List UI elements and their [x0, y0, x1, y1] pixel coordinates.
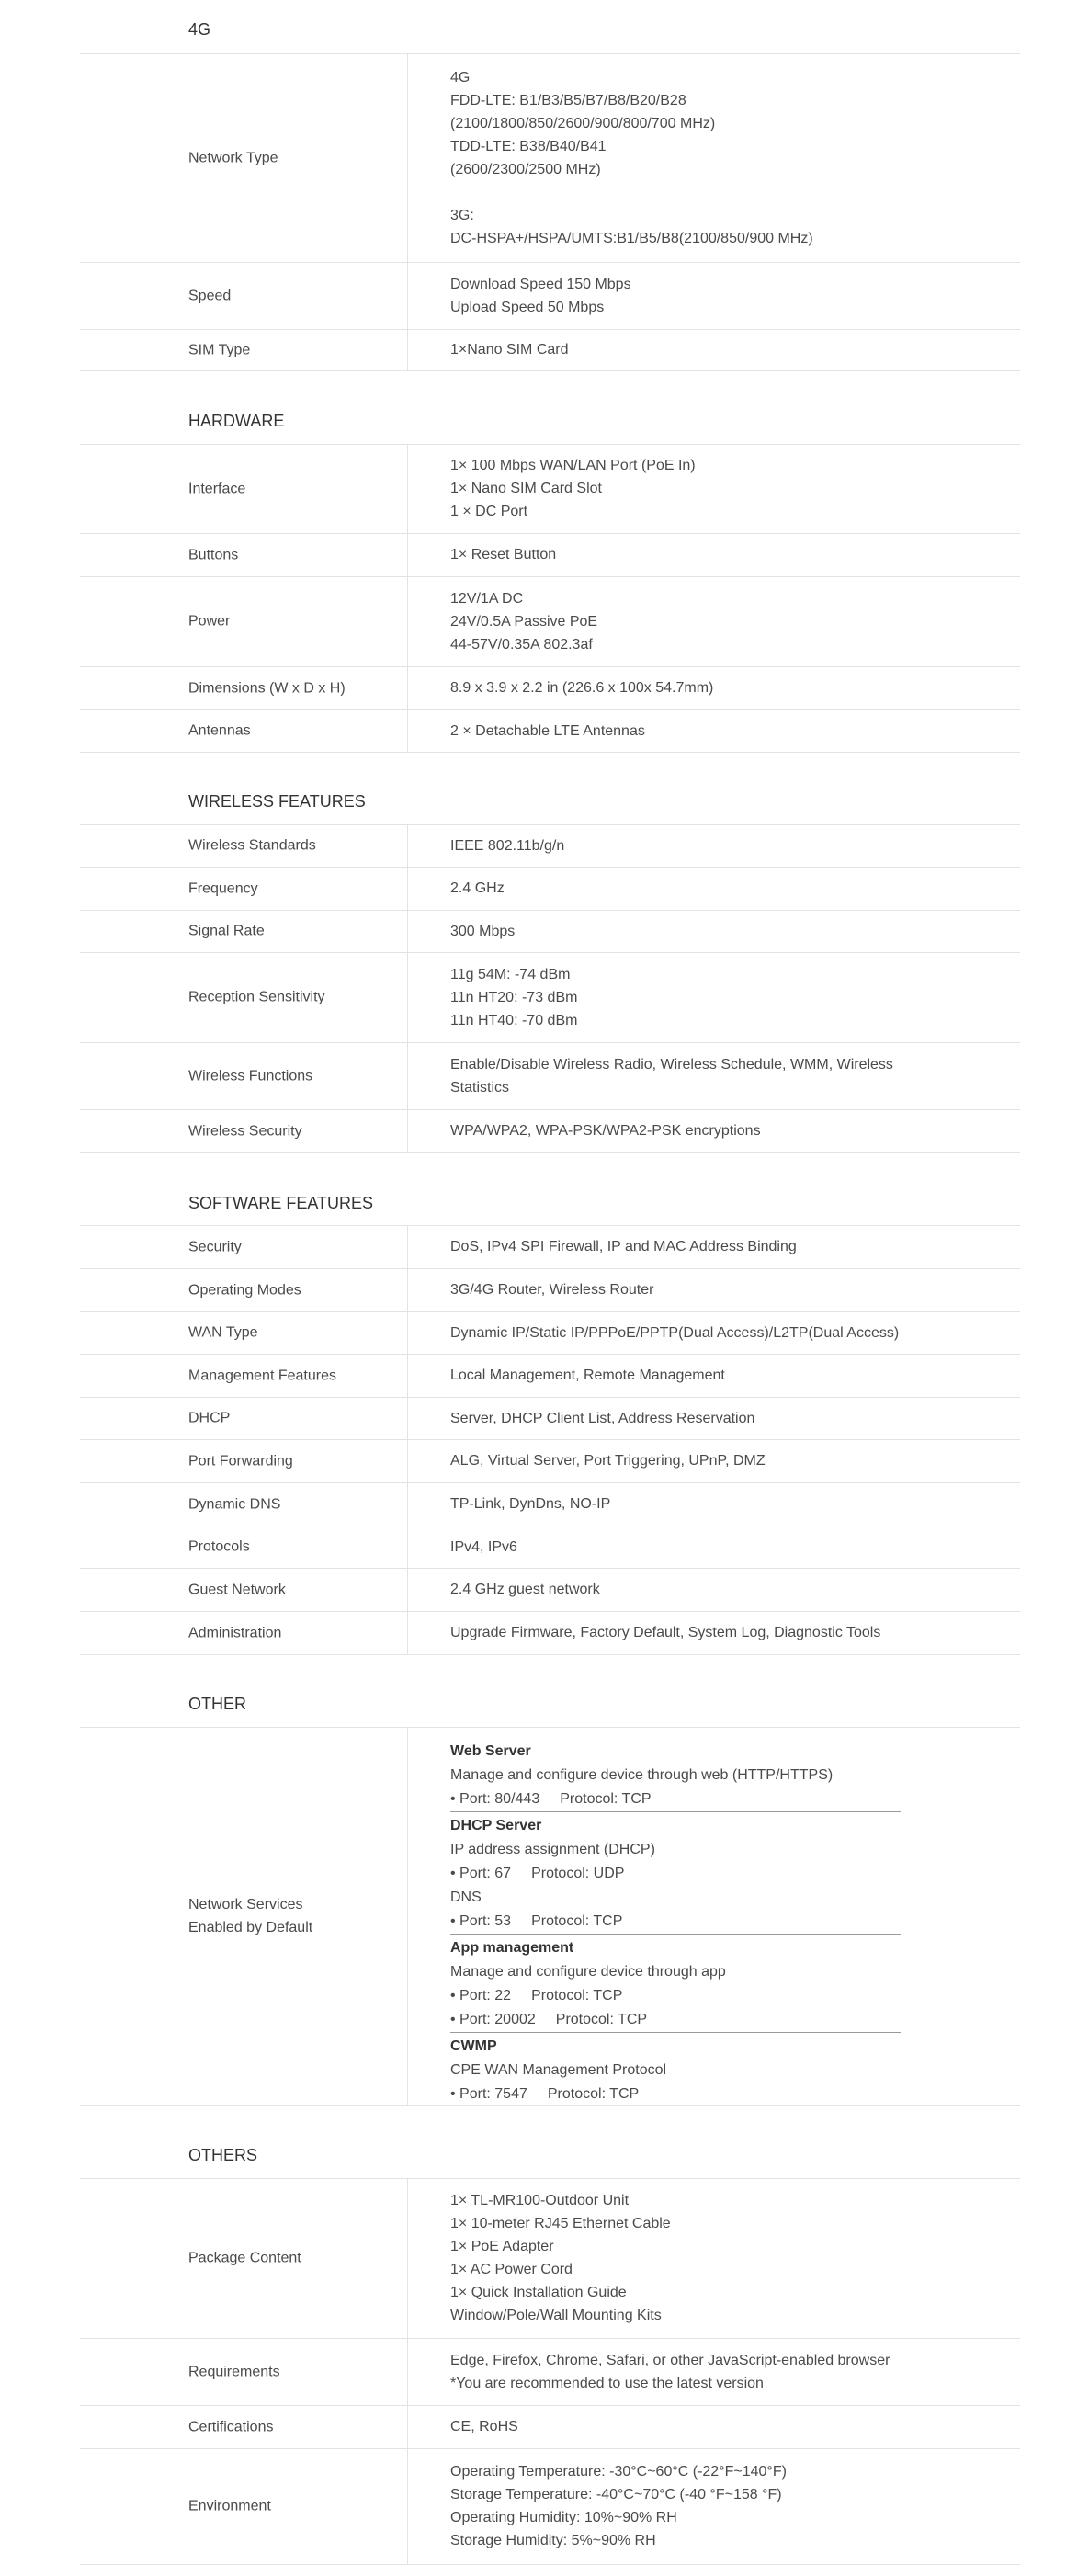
column-divider: [407, 262, 408, 329]
spec-value: [450, 1578, 965, 1601]
spec-label: [188, 1064, 400, 1087]
service-title: DHCP Server: [450, 1818, 542, 1833]
spec-label-line: WAN Type: [188, 1324, 258, 1341]
row-divider: [80, 1152, 1020, 1153]
spec-value: [450, 1407, 965, 1430]
service-line: [450, 2059, 901, 2082]
service-text: Protocol: UDP: [531, 1866, 625, 1881]
spec-value: [450, 66, 965, 250]
service-title: Web Server: [450, 1743, 531, 1759]
spec-value: [450, 1119, 965, 1142]
row-divider: [80, 709, 1020, 710]
spec-label-line: Package Content: [188, 2250, 301, 2266]
column-divider: [407, 2405, 408, 2448]
service-text: • Port: 20002: [450, 2012, 536, 2027]
column-divider: [407, 1526, 408, 1568]
spec-value: [450, 1621, 965, 1644]
spec-label: [188, 2360, 400, 2383]
spec-label: [188, 2495, 400, 2518]
spec-value-line: Storage Temperature: -40°C~70°C (-40 °F~158 °F): [450, 2487, 782, 2502]
spec-value-line: 1× 10-meter RJ45 Ethernet Cable: [450, 2216, 671, 2231]
spec-value: [450, 2460, 965, 2552]
row-divider: [80, 666, 1020, 667]
spec-label: [188, 610, 400, 633]
spec-label-line: Environment: [188, 2498, 271, 2514]
column-divider: [407, 1482, 408, 1526]
column-divider: [407, 1109, 408, 1152]
row-divider: [80, 444, 1020, 445]
spec-value-line: TDD-LTE: B38/B40/B41: [450, 138, 607, 154]
spec-value: [450, 920, 965, 943]
column-divider: [407, 867, 408, 910]
spec-value: [450, 1492, 965, 1515]
spec-value-line: 24V/0.5A Passive PoE: [450, 613, 598, 630]
spec-value-line: 300 Mbps: [450, 923, 516, 939]
spec-value-line: 11n HT20: -73 dBm: [450, 989, 578, 1005]
spec-label-line: Enabled by Default: [188, 1920, 313, 1935]
service-line: [450, 1862, 901, 1886]
spec-value: [450, 454, 965, 523]
service-text: Protocol: TCP: [531, 1913, 623, 1929]
spec-value-line: [450, 181, 965, 204]
spec-label-line: Protocols: [188, 1538, 250, 1555]
spec-label: [188, 1621, 400, 1644]
row-divider: [80, 262, 1020, 263]
spec-value: [450, 1536, 965, 1559]
row-divider: [80, 1354, 1020, 1355]
spec-value-line: 1×Nano SIM Card: [450, 342, 569, 357]
row-divider: [80, 1042, 1020, 1043]
column-divider: [407, 1397, 408, 1439]
spec-value-line: Operating Temperature: -30°C~60°C (-22°F~140°F): [450, 2464, 787, 2480]
spec-value-line: DoS, IPv4 SPI Firewall, IP and MAC Address Binding: [450, 1239, 797, 1254]
spec-label-line: Dimensions (W x D x H): [188, 680, 346, 696]
spec-value-line: WPA/WPA2, WPA-PSK/WPA2-PSK encryptions: [450, 1123, 761, 1139]
row-divider: [80, 2105, 1020, 2106]
spec-label: [188, 477, 400, 500]
section-title: WIRELESS FEATURES: [188, 792, 366, 811]
spec-label-line: Power: [188, 613, 231, 630]
spec-value-line: IEEE 802.11b/g/n: [450, 837, 565, 854]
service-text: Protocol: TCP: [560, 1791, 652, 1807]
spec-value-line: Enable/Disable Wireless Radio, Wireless Schedule, WMM, Wireless: [450, 1056, 893, 1072]
spec-value-line: (2600/2300/2500 MHz): [450, 161, 601, 177]
spec-value-line: 1× Quick Installation Guide: [450, 2285, 627, 2300]
spec-value-line: FDD-LTE: B1/B3/B5/B7/B8/B20/B28: [450, 92, 686, 108]
spec-value: [450, 2415, 965, 2438]
spec-value: [450, 2189, 965, 2327]
row-divider: [80, 1439, 1020, 1440]
spec-value-line: 1× 100 Mbps WAN/LAN Port (PoE In): [450, 458, 696, 473]
spec-value: [450, 1235, 965, 1258]
spec-value-line: 44-57V/0.35A 802.3af: [450, 636, 593, 653]
section-title: OTHER: [188, 1695, 246, 1713]
spec-label: [188, 284, 400, 307]
service-text: • Port: 7547: [450, 2086, 527, 2102]
column-divider: [407, 910, 408, 952]
service-block: [450, 2035, 901, 2106]
spec-value: [450, 273, 965, 319]
spec-value-line: 11g 54M: -74 dBm: [450, 966, 571, 982]
spec-value-line: DC-HSPA+/HSPA/UMTS:B1/B5/B8(2100/850/900 MHz): [450, 230, 813, 246]
row-divider: [80, 2448, 1020, 2449]
service-text: • Port: 53: [450, 1913, 512, 1929]
service-line: [450, 1787, 901, 1811]
spec-label: [188, 543, 400, 566]
spec-label-line: Wireless Security: [188, 1123, 302, 1139]
spec-value-line: 2.4 GHz guest network: [450, 1582, 600, 1597]
row-divider: [80, 2338, 1020, 2339]
spec-value: [450, 2349, 965, 2395]
service-line: [450, 2008, 901, 2032]
spec-value-line: CE, RoHS: [450, 2419, 518, 2434]
spec-value: [450, 1322, 965, 1345]
spec-label: [188, 2415, 400, 2438]
column-divider: [407, 666, 408, 709]
row-divider: [80, 2564, 1020, 2565]
column-divider: [407, 1311, 408, 1354]
column-divider: [407, 533, 408, 576]
spec-label: [188, 1536, 400, 1559]
spec-label-line: Reception Sensitivity: [188, 989, 325, 1005]
spec-value-line: Storage Humidity: 5%~90% RH: [450, 2533, 656, 2548]
spec-value: [450, 1449, 965, 1472]
service-text: Manage and configure device through app: [450, 1964, 726, 1980]
spec-label-line: SIM Type: [188, 342, 251, 357]
spec-value-line: 1× PoE Adapter: [450, 2239, 554, 2254]
spec-label-line: Interface: [188, 481, 246, 496]
spec-value-line: Local Management, Remote Management: [450, 1367, 725, 1383]
network-services-list: [450, 1740, 901, 2108]
service-text: Protocol: TCP: [531, 1988, 623, 2003]
column-divider: [407, 1439, 408, 1482]
spec-label-line: Guest Network: [188, 1582, 286, 1597]
spec-label-line: Administration: [188, 1625, 282, 1640]
service-title: App management: [450, 1940, 574, 1956]
spec-value-line: 1× Nano SIM Card Slot: [450, 481, 602, 496]
column-divider: [407, 1268, 408, 1311]
service-line: [450, 1764, 901, 1787]
spec-label-line: Frequency: [188, 880, 258, 896]
service-text: Protocol: TCP: [555, 2012, 648, 2027]
row-divider: [80, 2405, 1020, 2406]
column-divider: [407, 329, 408, 370]
spec-label: [188, 877, 400, 900]
row-divider: [80, 1568, 1020, 1569]
row-divider: [80, 752, 1020, 753]
column-divider: [407, 1225, 408, 1268]
spec-value: [450, 1053, 965, 1099]
spec-label: [188, 1119, 400, 1142]
spec-label: [188, 1364, 400, 1387]
spec-value: [450, 834, 965, 857]
service-line: [450, 1910, 901, 1934]
spec-value-line: Server, DHCP Client List, Address Reservation: [450, 1410, 755, 1426]
spec-value: [450, 963, 965, 1032]
spec-label-line: Antennas: [188, 722, 251, 739]
spec-label: [188, 834, 400, 857]
row-divider: [80, 1727, 1020, 1728]
column-divider: [407, 709, 408, 752]
service-title: CWMP: [450, 2038, 497, 2054]
service-line: [450, 1960, 901, 1984]
spec-value-line: 2.4 GHz: [450, 880, 505, 896]
spec-value-line: ALG, Virtual Server, Port Triggering, UPnP, DMZ: [450, 1453, 766, 1469]
spec-value: [450, 676, 965, 699]
spec-value: [450, 338, 965, 361]
row-divider: [80, 1482, 1020, 1483]
spec-label: [188, 1449, 400, 1472]
spec-value-line: IPv4, IPv6: [450, 1538, 517, 1555]
spec-label: [188, 2247, 400, 2270]
spec-value-line: *You are recommended to use the latest version: [450, 2375, 764, 2391]
column-divider: [407, 1611, 408, 1654]
row-divider: [80, 1225, 1020, 1226]
spec-value-line: 11n HT40: -70 dBm: [450, 1012, 578, 1028]
section-title: 4G: [188, 20, 211, 39]
spec-value: [450, 1278, 965, 1301]
row-divider: [80, 370, 1020, 371]
spec-label: [188, 1278, 400, 1301]
row-divider: [80, 1397, 1020, 1398]
spec-value-line: TP-Link, DynDns, NO-IP: [450, 1496, 611, 1512]
row-divider: [80, 1311, 1020, 1312]
column-divider: [407, 2338, 408, 2405]
service-line: [450, 1984, 901, 2008]
spec-value-line: 1× TL-MR100-Outdoor Unit: [450, 2193, 630, 2208]
row-divider: [80, 329, 1020, 330]
spec-value-line: 3G:: [450, 207, 474, 223]
spec-value: [450, 587, 965, 656]
service-text: • Port: 80/443: [450, 1791, 540, 1807]
row-divider: [80, 576, 1020, 577]
row-divider: [80, 2178, 1020, 2179]
spec-label: [188, 920, 400, 943]
spec-value-line: 12V/1A DC: [450, 590, 524, 607]
spec-label-line: Network Type: [188, 150, 278, 165]
spec-label: [188, 720, 400, 743]
spec-value-line: Dynamic IP/Static IP/PPPoE/PPTP(Dual Access)/L2TP(Dual Access): [450, 1324, 900, 1341]
section-title: OTHERS: [188, 2146, 258, 2164]
spec-value-line: (2100/1800/850/2600/900/800/700 MHz): [450, 115, 716, 131]
section-title: SOFTWARE FEATURES: [188, 1194, 374, 1212]
row-divider: [80, 910, 1020, 911]
spec-value-line: 2 × Detachable LTE Antennas: [450, 722, 645, 739]
spec-label: [188, 1407, 400, 1430]
row-divider: [80, 1268, 1020, 1269]
row-divider: [80, 533, 1020, 534]
spec-value-line: Edge, Firefox, Chrome, Safari, or other JavaScript-enabled browser: [450, 2352, 890, 2368]
spec-label: [188, 1235, 400, 1258]
spec-label: [188, 146, 400, 169]
spec-label: [188, 986, 400, 1009]
column-divider: [407, 1354, 408, 1397]
spec-label-line: Signal Rate: [188, 923, 265, 939]
spec-value-line: Window/Pole/Wall Mounting Kits: [450, 2308, 662, 2323]
spec-label-line: Buttons: [188, 547, 239, 562]
spec-label-line: Operating Modes: [188, 1282, 301, 1298]
service-text: Protocol: TCP: [547, 2086, 640, 2102]
column-divider: [407, 2448, 408, 2564]
row-divider: [80, 952, 1020, 953]
column-divider: [407, 1042, 408, 1109]
spec-value-line: Upload Speed 50 Mbps: [450, 299, 605, 315]
row-divider: [80, 53, 1020, 54]
row-divider: [80, 1611, 1020, 1612]
spec-label-line: Requirements: [188, 2364, 280, 2379]
spec-value: [450, 877, 965, 900]
row-divider: [80, 867, 1020, 868]
spec-value-line: 1× AC Power Cord: [450, 2262, 573, 2277]
service-line: [450, 1886, 901, 1910]
spec-label-line: DHCP: [188, 1410, 231, 1426]
section-title: HARDWARE: [188, 412, 285, 430]
service-text: • Port: 22: [450, 1988, 512, 2003]
spec-label-line: Dynamic DNS: [188, 1496, 281, 1512]
spec-value-line: 8.9 x 3.9 x 2.2 in (226.6 x 100x 54.7mm): [450, 680, 714, 696]
service-text: Manage and configure device through web (HTTP/HTTPS): [450, 1767, 834, 1783]
spec-value-line: Upgrade Firmware, Factory Default, System Log, Diagnostic Tools: [450, 1625, 881, 1640]
spec-label-line: Certifications: [188, 2419, 274, 2434]
service-text: IP address assignment (DHCP): [450, 1842, 655, 1857]
column-divider: [407, 444, 408, 533]
service-block: [450, 1814, 901, 1935]
spec-value: [450, 720, 965, 743]
spec-value-line: 1 × DC Port: [450, 504, 528, 519]
spec-label-line: Wireless Functions: [188, 1068, 313, 1084]
spec-value-line: Download Speed 150 Mbps: [450, 276, 631, 292]
spec-label-line: Wireless Standards: [188, 837, 316, 854]
row-divider: [80, 1654, 1020, 1655]
spec-label: [188, 1893, 400, 1939]
service-block: [450, 1740, 901, 1812]
column-divider: [407, 2178, 408, 2338]
row-divider: [80, 1109, 1020, 1110]
service-block: [450, 1936, 901, 2033]
spec-label: [188, 1492, 400, 1515]
spec-label-line: Network Services: [188, 1897, 303, 1912]
spec-label: [188, 338, 400, 361]
column-divider: [407, 576, 408, 666]
spec-value-line: Statistics: [450, 1079, 510, 1095]
service-text: CPE WAN Management Protocol: [450, 2062, 667, 2078]
spec-value-line: 3G/4G Router, Wireless Router: [450, 1282, 654, 1298]
spec-value-line: Operating Humidity: 10%~90% RH: [450, 2510, 677, 2525]
service-line: [450, 1838, 901, 1862]
spec-label: [188, 1578, 400, 1601]
column-divider: [407, 53, 408, 262]
spec-value: [450, 543, 965, 566]
spec-label-line: Management Features: [188, 1367, 336, 1383]
spec-label-line: Port Forwarding: [188, 1453, 293, 1469]
row-divider: [80, 824, 1020, 825]
spec-value-line: 1× Reset Button: [450, 547, 557, 562]
spec-label: [188, 1322, 400, 1345]
service-text: • Port: 67: [450, 1866, 512, 1881]
column-divider: [407, 1727, 408, 2105]
column-divider: [407, 952, 408, 1042]
service-text: DNS: [450, 1889, 482, 1905]
service-line: [450, 2082, 901, 2106]
spec-label-line: Security: [188, 1239, 242, 1254]
spec-label: [188, 676, 400, 699]
column-divider: [407, 1568, 408, 1611]
spec-value: [450, 1364, 965, 1387]
spec-label-line: Speed: [188, 288, 232, 303]
spec-value-line: 4G: [450, 69, 471, 85]
column-divider: [407, 824, 408, 867]
